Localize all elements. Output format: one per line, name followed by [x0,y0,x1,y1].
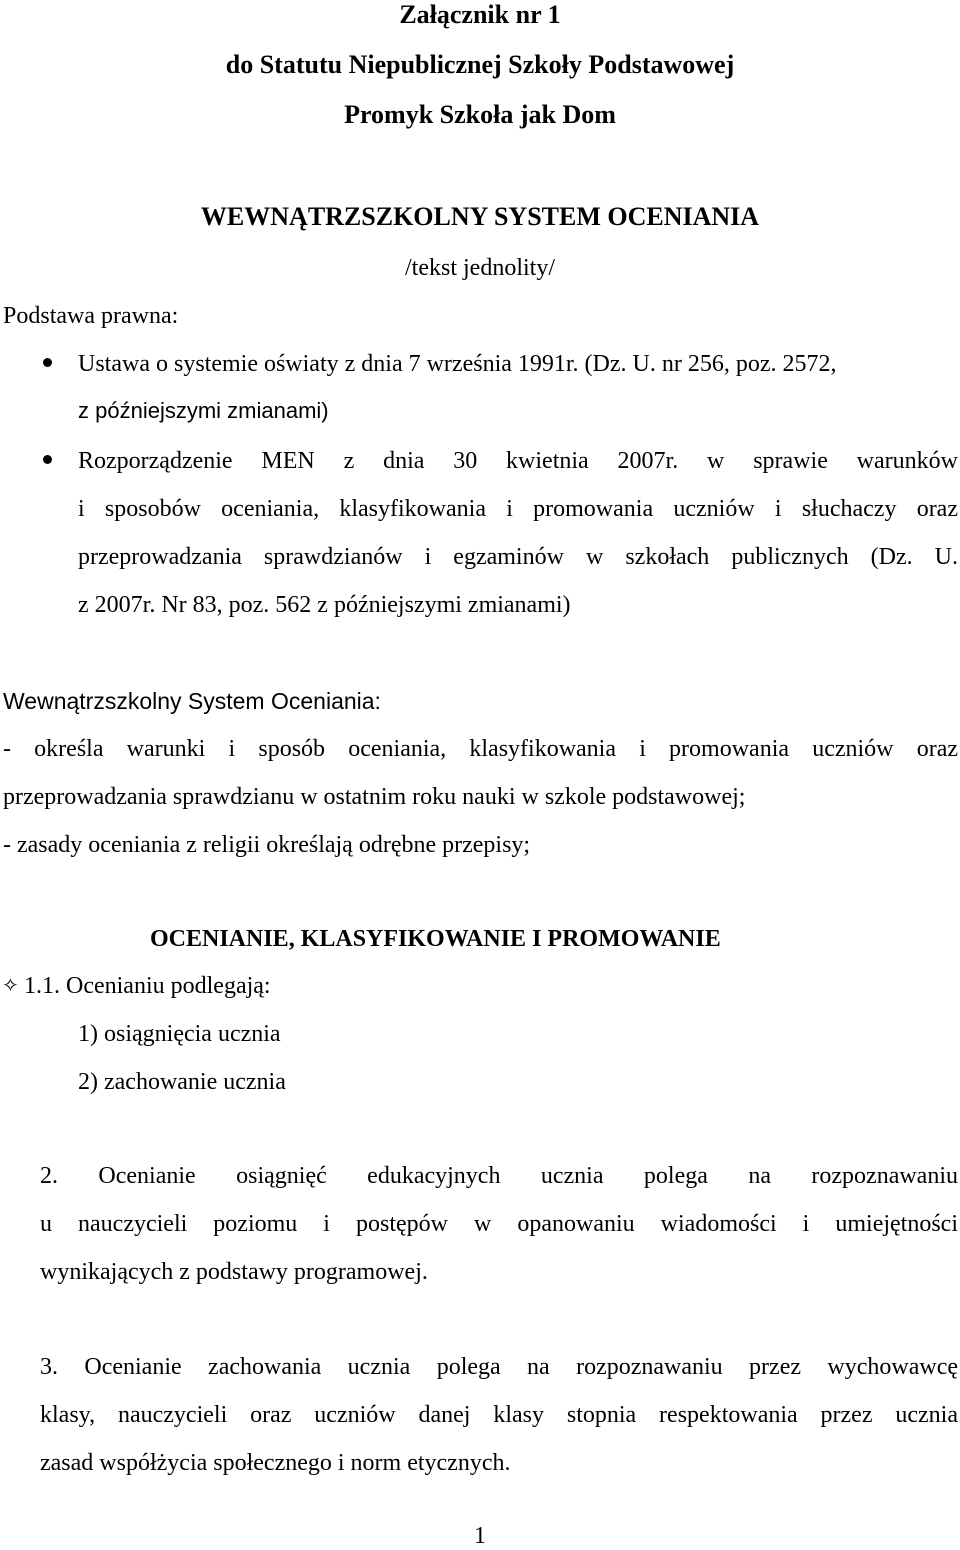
annex-title: Załącznik nr 1 [399,0,561,29]
section-heading: OCENIANIE, KLASYFIKOWANIE I PROMOWANIE [150,926,721,952]
page-number: 1 [474,1523,486,1549]
wso-paragraph-2: - zasady oceniania z religii określają odrębne przepisy; [3,832,531,858]
section-2-line-3: wynikających z podstawy programowej. [40,1259,428,1285]
list-item: 1) osiągnięcia ucznia [78,1021,281,1047]
legal-basis-label: Podstawa prawna: [3,303,179,329]
list-item: 2) zachowanie ucznia [78,1069,286,1095]
wso-paragraph-1-line-2: przeprowadzania sprawdzianu w ostatnim roku nauki w szkole podstawowej; [3,784,746,810]
bullet-icon [43,358,52,367]
legal-basis-item-1-line-1: Ustawa o systemie oświaty z dnia 7 września 1991r. (Dz. U. nr 256, poz. 2572, [78,351,837,377]
school-name: Promyk Szkoła jak Dom [344,100,616,129]
bullet-icon [43,455,52,464]
document-title: WEWNĄTRZSZKOLNY SYSTEM OCENIANIA [200,202,760,231]
wso-paragraph-1-line-1: - określa warunki i sposób oceniania, klasyfikowania i promowania uczniów oraz [3,736,958,762]
section-2-line-2: u nauczycieli poziomu i postępów w opanowaniu wiadomości i umiejętności [40,1211,958,1237]
section-2-line-1: 2. Ocenianie osiągnięć edukacyjnych ucznia polega na rozpoznawaniu [40,1163,958,1189]
legal-basis-item-1-line-2: z późniejszymi zmianami) [78,398,329,423]
legal-basis-item-2-line-4: z 2007r. Nr 83, poz. 562 z późniejszymi zmianami) [78,592,571,618]
section-3-line-2: klasy, nauczycieli oraz uczniów danej klasy stopnia respektowania przez ucznia [40,1402,958,1428]
star-bullet-icon: ✧ [2,975,19,997]
legal-basis-item-2-line-3: przeprowadzania sprawdzianów i egzaminów w szkołach publicznych (Dz. U. [78,544,958,570]
section-1-label: 1.1. Ocenianiu podlegają: [24,973,271,999]
section-3-line-1: 3. Ocenianie zachowania ucznia polega na rozpoznawaniu przez wychowawcę [40,1354,958,1380]
section-3-line-3: zasad współżycia społecznego i norm etycznych. [40,1450,511,1476]
wso-heading: Wewnątrzszkolny System Oceniania: [3,688,381,714]
document-subtitle: /tekst jednolity/ [405,255,555,281]
annex-subtitle: do Statutu Niepublicznej Szkoły Podstawowej [225,50,735,79]
legal-basis-item-2-line-1: Rozporządzenie MEN z dnia 30 kwietnia 2007r. w sprawie warunków [78,448,958,474]
legal-basis-item-2-line-2: i sposobów oceniania, klasyfikowania i promowania uczniów i słuchaczy oraz [78,496,958,522]
